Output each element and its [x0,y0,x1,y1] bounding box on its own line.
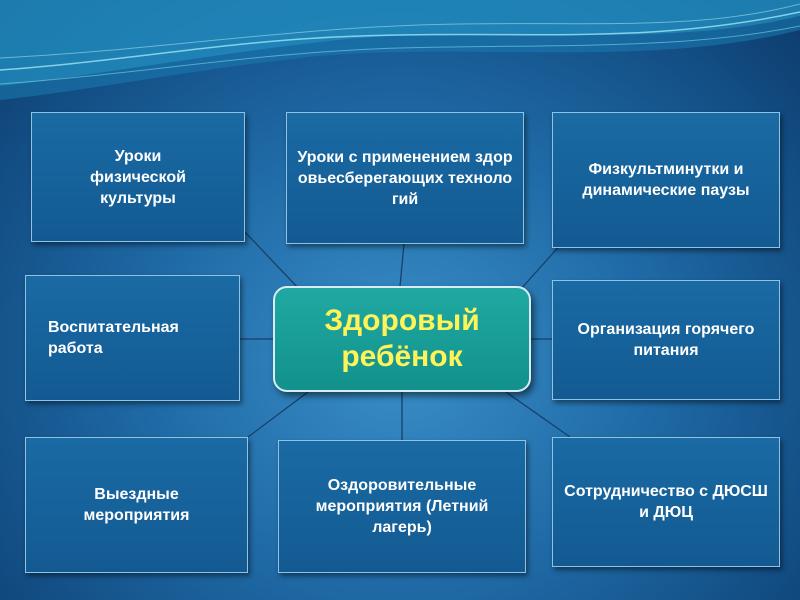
node-cooperation [552,437,780,567]
node-label: Организация горячего питания [577,321,755,359]
center-label: Здоровый ребёнок [324,304,480,373]
node-label: Выездные мероприятия [83,486,190,524]
connector-line [248,392,308,437]
node-fitness-breaks [552,112,780,248]
node-wellness-events [278,440,526,573]
node-health-tech-lessons [286,112,524,244]
node-field-events [25,437,248,573]
node-label: Уроки физической культуры [90,147,186,207]
node-hot-meals [552,280,780,400]
center-node-healthy-child [273,286,531,392]
node-label: Оздоровительные мероприятия (Летний лагерь) [315,477,489,536]
node-label: Физкультминутки и динамические паузы [582,161,750,199]
node-label: Воспитательная работа [48,319,179,357]
node-pe-lessons [31,112,245,242]
node-label: Сотрудничество с ДЮСШ и ДЮЦ [564,483,768,521]
node-educational-work [25,275,240,401]
node-label: Уроки с применением здоровьесберегающих технологий [297,148,513,208]
connector-line [400,244,404,286]
